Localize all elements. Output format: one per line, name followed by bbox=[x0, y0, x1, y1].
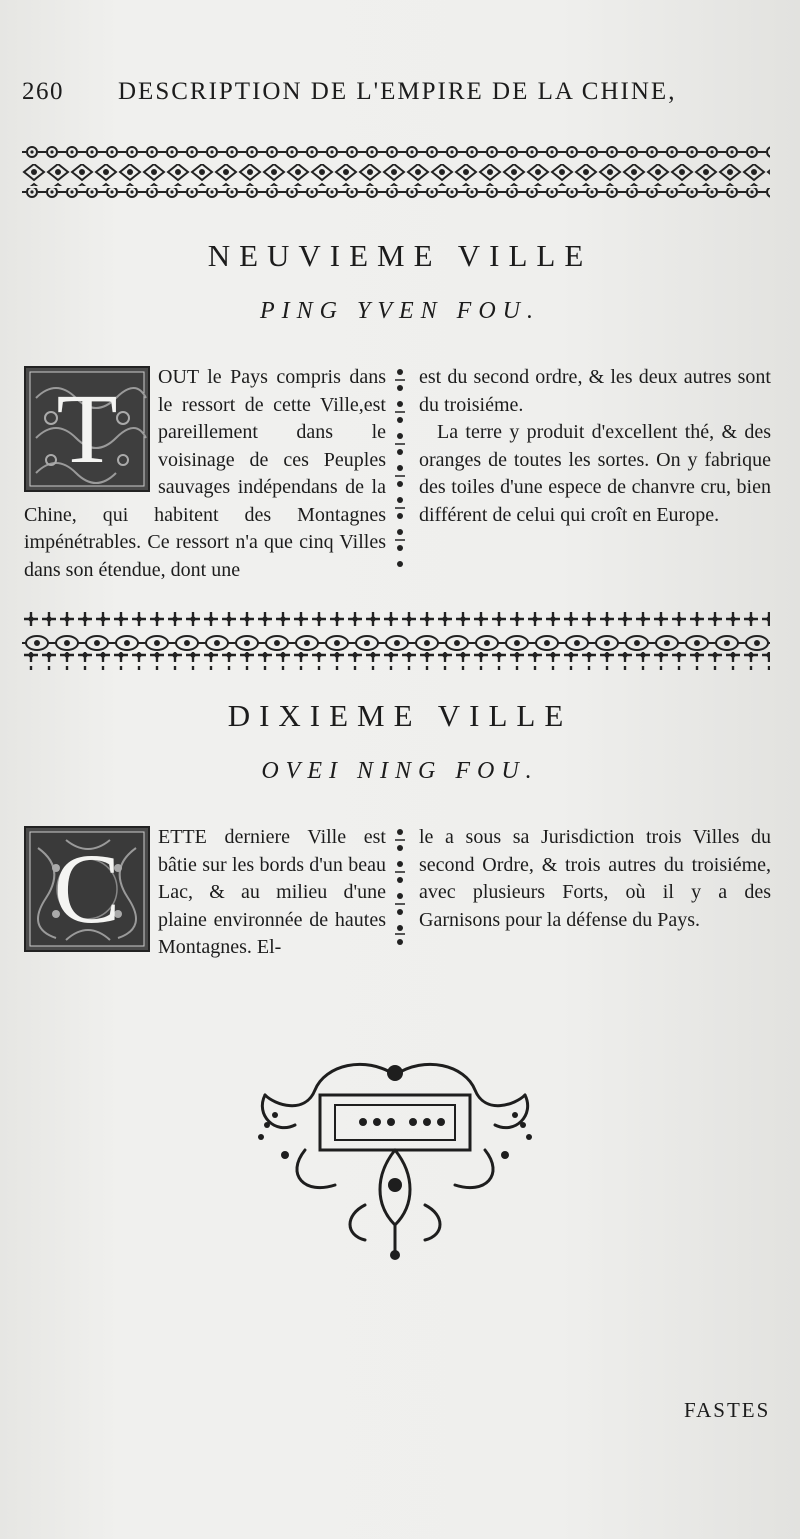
section-title-dixieme: DIXIEME VILLE bbox=[227, 698, 573, 733]
page-number: 260 bbox=[22, 78, 64, 105]
section1-left-text: OUT le Pays compris dans le ressort de cette Ville,est pareillement dans le voisinage de ces Peuples sauvages indépendans de la Chine, qui habitent des Montagnes impénétrables. Ce ressort n'a que cinq Villes dans son étendue, dont une bbox=[24, 366, 386, 581]
section2-right-text: le a sous sa Jurisdiction trois Villes du second Ordre, & trois autres du troisiéme, avec plusieurs Forts, où il y a des Garnisons pour la défense du Pays. bbox=[419, 826, 771, 931]
dropcap-c bbox=[24, 826, 150, 952]
section-subtitle-ouei-ning-fou: OVEI NING FOU. bbox=[261, 758, 539, 784]
section1-right-text-2: La terre y produit d'excellent thé, & des oranges de toutes les sortes. On y fabrique des toiles d'une espece de chanvre cru, bien différent de celui qui croît en Europe. bbox=[419, 421, 771, 526]
catchword: FASTES bbox=[684, 1398, 771, 1422]
dropcap-letter: T bbox=[56, 373, 118, 484]
column-divider-1 bbox=[392, 366, 408, 578]
column-divider-2 bbox=[392, 826, 408, 948]
dropcap-letter: C bbox=[53, 833, 121, 944]
ornamental-band-middle bbox=[22, 610, 770, 670]
section2-right-column bbox=[419, 824, 771, 934]
section2-left-text: ETTE derniere Ville est bâtie sur les bords d'un beau Lac, & au milieu d'une plaine environnée de hautes Montagnes. El- bbox=[158, 826, 386, 958]
section-title-neuvieme: NEUVIEME VILLE bbox=[207, 238, 593, 273]
dropcap-t bbox=[24, 366, 150, 492]
section2-left-column bbox=[24, 824, 386, 962]
ornamental-band-top bbox=[22, 142, 770, 208]
section1-left-column bbox=[24, 364, 386, 584]
section1-right-text-1: est du second ordre, & les deux autres sont du troisiéme. bbox=[419, 366, 771, 416]
section1-right-column bbox=[419, 364, 771, 529]
tailpiece-ornament bbox=[245, 1055, 545, 1265]
running-title: DESCRIPTION DE L'EMPIRE DE LA CHINE, bbox=[118, 78, 677, 105]
section-subtitle-ping-yuen-fou: PING YVEN FOU. bbox=[260, 298, 540, 324]
